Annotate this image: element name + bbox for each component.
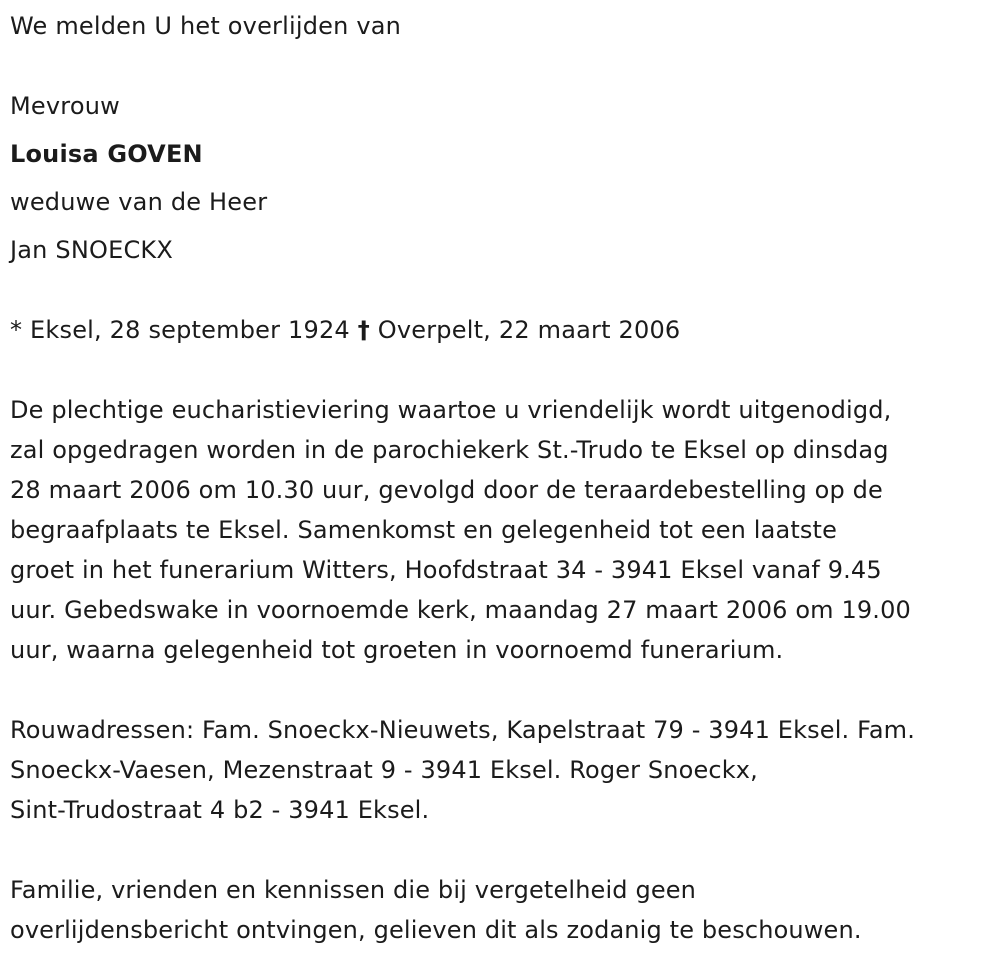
paragraph-line: begraafplaats te Eksel. Samenkomst en gelegenheid tot een laatste <box>10 516 838 544</box>
paragraph-line: De plechtige eucharistieviering waartoe u vriendelijk wordt uitgenodigd, <box>10 396 892 424</box>
birth-info: * Eksel, 28 september 1924 <box>10 316 350 344</box>
paragraph-line: groet in het funerarium Witters, Hoofdstraat 34 - 3941 Eksel vanaf 9.45 <box>10 556 882 584</box>
paragraph-line: uur, waarna gelegenheid tot groeten in voornoemd funerarium. <box>10 636 784 664</box>
death-info: Overpelt, 22 maart 2006 <box>377 316 681 344</box>
cross-icon: † <box>357 316 370 344</box>
deceased-name: Louisa GOVEN <box>10 140 203 168</box>
paragraph-line: Familie, vrienden en kennissen die bij vergetelheid geen <box>10 876 697 904</box>
paragraph-line: Rouwadressen: Fam. Snoeckx-Nieuwets, Kapelstraat 79 - 3941 Eksel. Fam. <box>10 716 915 744</box>
paragraph-line: uur. Gebedswake in voornoemde kerk, maandag 27 maart 2006 om 19.00 <box>10 596 911 624</box>
salutation: Mevrouw <box>10 92 120 120</box>
ceremony-paragraph <box>10 390 1000 670</box>
paragraph-line: Snoeckx-Vaesen, Mezenstraat 9 - 3941 Eksel. Roger Snoeckx, <box>10 756 758 784</box>
paragraph-line: overlijdensbericht ontvingen, gelieven dit als zodanig te beschouwen. <box>10 916 862 944</box>
paragraph-line: zal opgedragen worden in de parochiekerk St.-Trudo te Eksel op dinsdag <box>10 436 889 464</box>
spouse-name: Jan SNOECKX <box>10 236 174 264</box>
addresses-paragraph <box>10 710 1000 830</box>
paragraph-line: Sint-Trudostraat 4 b2 - 3941 Eksel. <box>10 796 430 824</box>
closing-paragraph <box>10 870 1000 950</box>
dates-line <box>10 306 680 354</box>
relation-text: weduwe van de Heer <box>10 188 268 216</box>
paragraph-line: 28 maart 2006 om 10.30 uur, gevolgd door de teraardebestelling op de <box>10 476 883 504</box>
intro-text: We melden U het overlijden van <box>10 12 402 40</box>
